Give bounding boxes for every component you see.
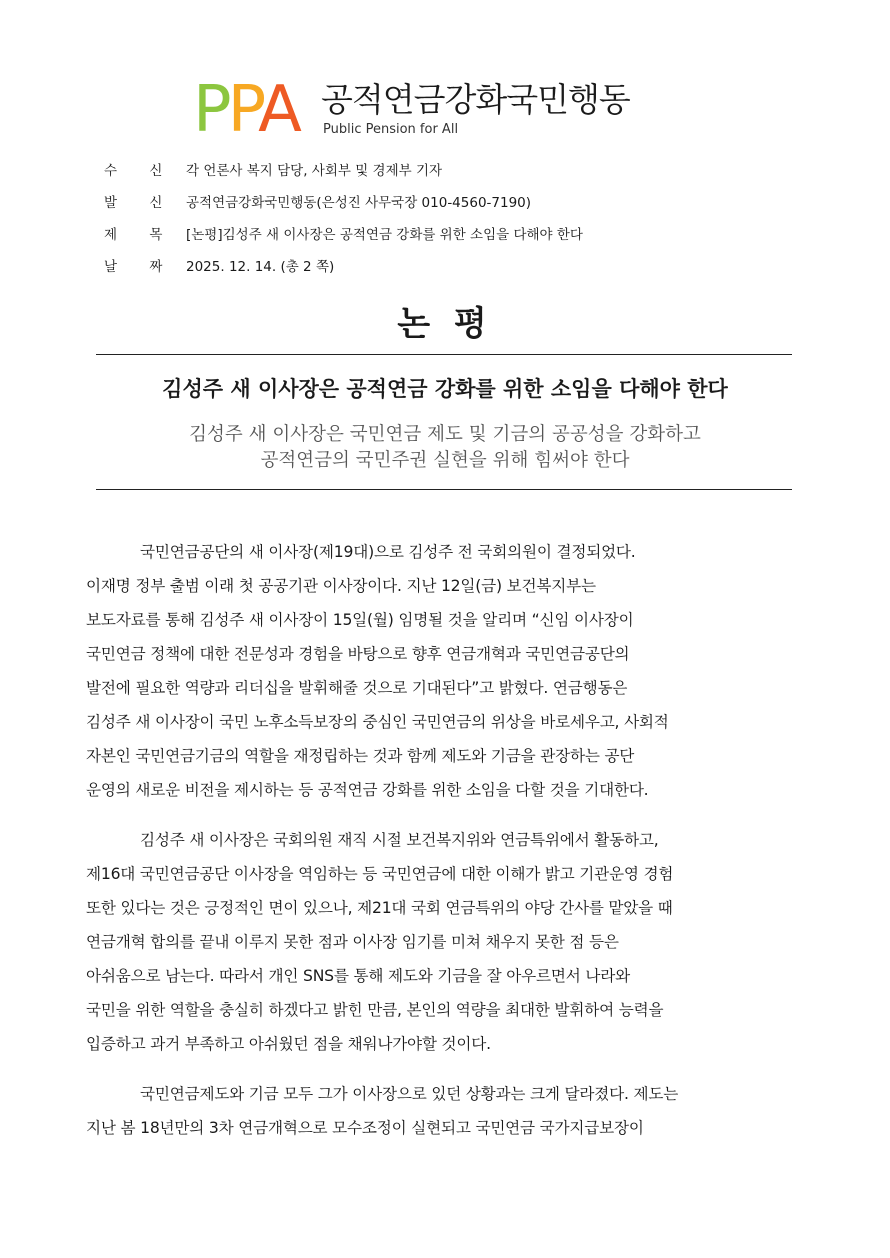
meta-value: 공적연금강화국민행동(은성진 사무국장 010-4560-7190)	[186, 195, 532, 211]
document-heading: 논 평	[397, 304, 493, 344]
paragraph-line: 지난 봄 18년만의 3차 연금개혁으로 모수조정이 실현되고 국민연금 국가지급보장이	[86, 1119, 644, 1137]
meta-value: 2025. 12. 14. (총 2 쪽)	[186, 259, 335, 275]
paragraph-line: 제16대 국민연금공단 이사장을 역임하는 등 국민연금에 대한 이해가 밝고 기관운영 경험	[86, 865, 674, 883]
paragraph	[86, 823, 802, 1061]
divider-top	[96, 354, 792, 355]
subtitle-line: 김성주 새 이사장은 국민연금 제도 및 기금의 공공성을 강화하고	[189, 424, 701, 445]
paragraph-line: 김성주 새 이사장이 국민 노후소득보장의 중심인 국민연금의 위상을 바로세우고, 사회적	[86, 713, 669, 731]
paragraph-line: 김성주 새 이사장은 국회의원 재직 시절 보건복지위와 연금특위에서 활동하고,	[140, 831, 659, 849]
document-title: 김성주 새 이사장은 공적연금 강화를 위한 소임을 다해야 한다	[162, 377, 728, 401]
meta-key: 발 신	[104, 195, 177, 211]
subtitle-line: 공적연금의 국민주권 실현을 위해 힘써야 한다	[260, 450, 630, 471]
paragraph-line: 국민연금공단의 새 이사장(제19대)으로 김성주 전 국회의원이 결정되었다.	[140, 543, 636, 561]
logo-letter-p1: P	[193, 73, 228, 147]
meta-key: 제 목	[104, 227, 177, 243]
paragraph-line: 이재명 정부 출범 이래 첫 공공기관 이사장이다. 지난 12일(금) 보건복지부는	[86, 577, 596, 595]
organization-subtitle: Public Pension for All	[323, 122, 459, 137]
logo-letter-p2: P	[227, 73, 259, 147]
document-subtitle	[0, 422, 890, 474]
paragraph-line: 아쉬움으로 남는다. 따라서 개인 SNS를 통해 제도와 기금을 잘 아우르면서 나라와	[86, 967, 630, 985]
paragraph-line: 국민을 위한 역할을 충실히 하겠다고 밝힌 만큼, 본인의 역량을 최대한 발휘하여 능력을	[86, 1001, 664, 1019]
paragraph-line: 발전에 필요한 역량과 리더십을 발휘해줄 것으로 기대된다”고 밝혔다. 연금행동은	[86, 679, 628, 697]
paragraph-line: 국민연금 정책에 대한 전문성과 경험을 바탕으로 향후 연금개혁과 국민연금공단의	[86, 645, 630, 663]
paragraph-line: 연금개혁 합의를 끝내 이루지 못한 점과 이사장 임기를 미쳐 채우지 못한 점 등은	[86, 933, 619, 951]
meta-value: 각 언론사 복지 담당, 사회부 및 경제부 기자	[186, 163, 443, 179]
logo	[193, 73, 673, 147]
organization-name: 공적연금강화국민행동	[321, 80, 630, 119]
meta-value: [논평]김성주 새 이사장은 공적연금 강화를 위한 소임을 다해야 한다	[186, 227, 583, 243]
meta-key: 수 신	[104, 163, 177, 179]
paragraph-line: 보도자료를 통해 김성주 새 이사장이 15일(월) 임명될 것을 알리며 “신임 이사장이	[86, 611, 634, 629]
paragraph-line: 입증하고 과거 부족하고 아쉬웠던 점을 채워나가야할 것이다.	[86, 1035, 491, 1053]
paragraph-line: 운영의 새로운 비전을 제시하는 등 공적연금 강화를 위한 소임을 다할 것을 기대한다.	[86, 781, 649, 799]
logo-mark	[193, 73, 298, 147]
paragraph-line: 자본인 국민연금기금의 역할을 재정립하는 것과 함께 제도와 기금을 관장하는 공단	[86, 747, 635, 765]
paragraph-line: 국민연금제도와 기금 모두 그가 이사장으로 있던 상황과는 크게 달라졌다. 제도는	[140, 1085, 679, 1103]
document-body	[86, 535, 802, 1161]
paragraph	[86, 535, 802, 807]
logo-letter-a: A	[258, 73, 298, 147]
paragraph-line: 또한 있다는 것은 긍정적인 면이 있으나, 제21대 국회 연금특위의 야당 간사를 맡았을 때	[86, 899, 673, 917]
divider-bottom	[96, 489, 792, 490]
paragraph	[86, 1077, 802, 1145]
meta-key: 날 짜	[104, 259, 177, 275]
